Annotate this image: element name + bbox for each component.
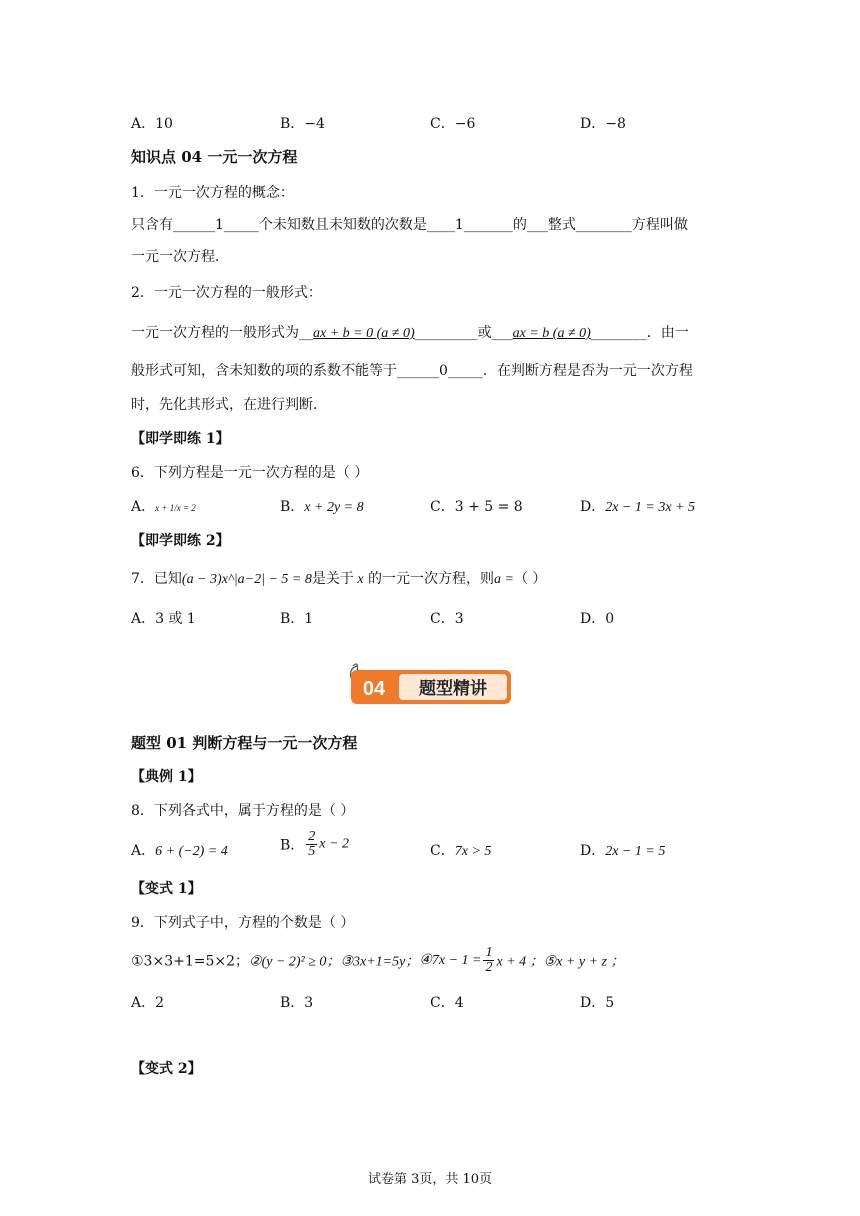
q9-option-b: B．3 — [280, 995, 314, 1011]
page-footer: 试卷第 3页，共 10页 — [367, 1172, 493, 1187]
general-form-text-2: 般形式可知，含未知数的项的系数不能等于______0_____．在判断方程是否为一元一次方程 — [131, 363, 693, 379]
question-6: 6．下列方程是一元一次方程的是（ ） — [131, 465, 369, 481]
equation-general-2: ax = b (a ≠ 0) — [512, 326, 591, 341]
concept-text-cont: 一元一次方程． — [131, 249, 229, 265]
question-9: 9．下列式子中，方程的个数是（ ） — [131, 915, 355, 931]
option-d: D．−8 — [580, 116, 626, 132]
practice-label-2: 【即学即练 2】 — [131, 533, 230, 549]
option-a: A．10 — [131, 116, 173, 132]
q7-option-a: A．3 或 1 — [131, 611, 196, 627]
q6-option-a: A．x + 1/x = 2 — [131, 499, 196, 515]
type-title: 题型 01 判断方程与一元一次方程 — [131, 734, 358, 752]
question-7: 7．已知(a − 3)x^|a−2| − 5 = 8是关于 x 的一元一次方程，则a =（ ） — [131, 571, 547, 587]
q6-option-b: B．x + 2y = 8 — [280, 499, 364, 515]
q6-option-d: D．2x − 1 = 3x + 5 — [580, 499, 696, 515]
option-c: C．−6 — [430, 116, 476, 132]
q9-option-a: A．2 — [131, 995, 165, 1011]
q8-option-a: A．6 + (−2) = 4 — [131, 843, 228, 859]
q7-option-d: D．0 — [580, 611, 615, 627]
q8-option-d: D．2x − 1 = 5 — [580, 843, 666, 859]
section-banner — [349, 662, 513, 706]
q8-option-c: C．7x > 5 — [430, 843, 492, 859]
example-label-1: 【典例 1】 — [131, 769, 202, 785]
q8-option-b: B． $\frac{2}{5}$ x − 2 — [280, 829, 349, 859]
q9-option-d: D．5 — [580, 995, 615, 1011]
banner-number: 04 — [362, 678, 386, 700]
section-title: 知识点 04 一元一次方程 — [131, 148, 298, 166]
general-form-heading: 2．一元一次方程的一般形式： — [131, 285, 322, 301]
general-form-text: 一元一次方程的一般形式为__ax + b = 0 (a ≠ 0)_________或___ax = b (a ≠ 0)________．由一 — [131, 325, 689, 341]
q7-option-c: C．3 — [430, 611, 464, 627]
question-9-items: ①3×3+1=5×2；②(y − 2)² ≥ 0；③3x+1=5y；④7x − 1 = $\frac{1}{2}$ x + 4 ；⑤x + y + z ； — [131, 945, 625, 975]
variant-label-1: 【变式 1】 — [131, 881, 202, 897]
q6-option-c: C．3 + 5 = 8 — [430, 499, 523, 515]
general-form-text-3: 时，先化其形式，在进行判断． — [131, 397, 327, 413]
option-b: B．−4 — [280, 116, 325, 132]
banner-title: 题型精讲 — [419, 679, 487, 699]
q7-option-b: B．1 — [280, 611, 314, 627]
banner-graphic — [349, 662, 513, 706]
practice-label-1: 【即学即练 1】 — [131, 431, 230, 447]
equation-general-1: ax + b = 0 (a ≠ 0) — [313, 326, 415, 341]
variant-label-2: 【变式 2】 — [131, 1061, 202, 1077]
concept-heading: 1．一元一次方程的概念： — [131, 185, 294, 201]
concept-text: 只含有______1_____个未知数且未知数的次数是____1_______的___整式________方程叫做 — [131, 217, 688, 233]
q9-option-c: C．4 — [430, 995, 464, 1011]
question-8: 8．下列各式中，属于方程的是（ ） — [131, 803, 355, 819]
